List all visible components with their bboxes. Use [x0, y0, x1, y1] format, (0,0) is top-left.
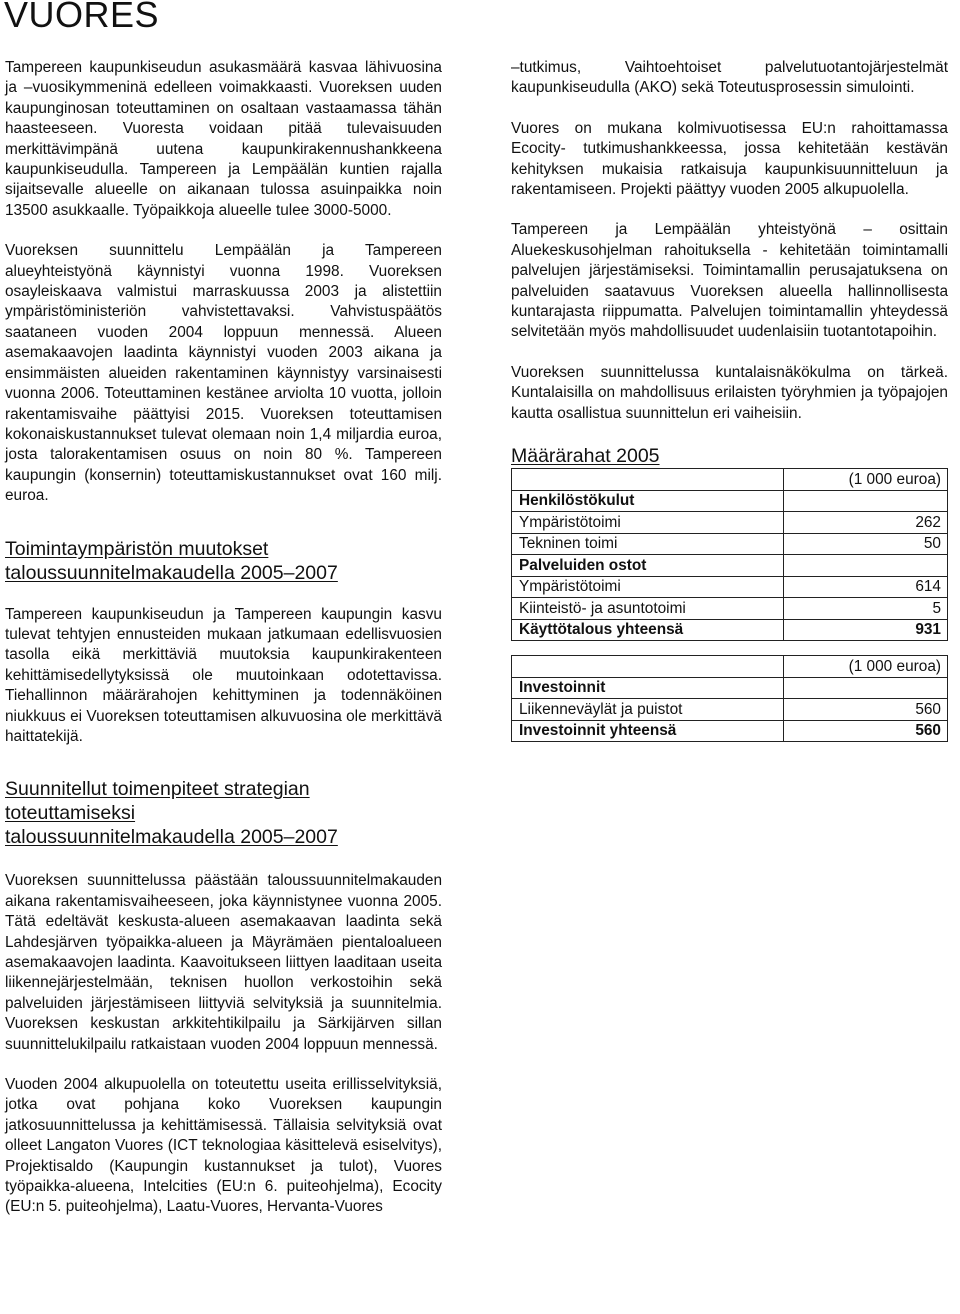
- section-heading-measures: [5, 777, 442, 849]
- table-row: [512, 490, 948, 512]
- row-value: [784, 677, 948, 699]
- table-row: [512, 533, 948, 555]
- unit-cell: (1 000 euroa): [784, 656, 948, 678]
- row-label: Liikenneväylät ja puistot: [512, 699, 784, 721]
- measures-paragraph: Vuoreksen suunnittelussa päästään taloussuunnitelmakauden aikana rakentamisvaiheeseen, joka käynnistynee vuonna 2005. Tätä edeltävät keskusta-alueen asemakaavan laadinta sekä Lahdesjärven työpaikka-alueen ja Mäyrämäen pientaloalueen asemakaavojen laadinta. Kaavoitukseen liittyen laaditaan useita liikennejärjestelmään, teknisen huollon verkostoihin sekä palveluiden järjestämiseen liittyviä selvityksiä ja suunnitelmia. Vuoreksen keskustan arkkitehtikilpailu ja Särkijärven sillan suunnittelukilpailu ratkaistaan vuoden 2004 loppuun mennessä.: [5, 872, 442, 1053]
- row-value: 560: [784, 699, 948, 721]
- section-heading-environment: [5, 537, 442, 585]
- studies-paragraph: Vuoden 2004 alkupuolella on toteutettu useita erillisselvityksiä, jotka ovat pohjana koko Vuoreksen kaupungin jatkosuunnittelussa ja kehittämisessä. Tällaisia selvityksiä ovat olleet Langaton Vuores (ICT teknologiaa käsittelevä esiselvitys), Projektisaldo (Kaupungin kustannukset ja tulot), Vuores työpaikka-alueena, Intelcities (EU:n 6. puiteohjelma), Ecocity (EU:n 5. puiteohjelma), Laatu-Vuores, Hervanta-Vuores: [5, 1076, 442, 1216]
- row-label: Käyttötalous yhteensä: [512, 619, 784, 641]
- heading-line: Toimintaympäristön muutokset: [5, 537, 269, 560]
- row-label: Tekninen toimi: [512, 533, 784, 555]
- row-value: [784, 555, 948, 577]
- row-label: Ympäristötoimi: [512, 512, 784, 534]
- table-row: [512, 598, 948, 620]
- row-label: Henkilöstökulut: [512, 490, 784, 512]
- intro-paragraph: Tampereen kaupunkiseudun asukasmäärä kasvaa lähivuosina ja –vuosikymmeninä edelleen voimakkaasti. Vuoreksen uuden kaupunginosan toteuttaminen on osaltaan vastaamassa tähän haasteeseen. Vuoresta voidaan pitää tulevaisuuden merkittävimpänä uutena kaupunkirakennushankkeena kaupunkiseudulla. Tampereen ja Lempäälän kuntien rajalla sijaitsevalle alueelle on aikanaan tulossa asuinpaikka noin 13500 asukkaalle. Työpaikkoja alueelle tulee 3000-5000.: [5, 59, 442, 219]
- budget-table: [511, 468, 948, 742]
- table-row: [512, 555, 948, 577]
- unit-row: [512, 469, 948, 491]
- table-row: [512, 512, 948, 534]
- studies-continued-paragraph: –tutkimus, Vaihtoehtoiset palvelutuotantojärjestelmät kaupunkiseudulla (AKO) sekä Toteutusprosessin simulointi.: [511, 59, 948, 97]
- row-value: [784, 490, 948, 512]
- left-column: [5, 58, 442, 1238]
- heading-line: Suunnitellut toimenpiteet strategian: [5, 778, 310, 801]
- table-row: [512, 677, 948, 699]
- row-value: 614: [784, 576, 948, 598]
- row-value: 50: [784, 533, 948, 555]
- budget-heading: Määrärahat 2005: [511, 445, 660, 468]
- table-spacer: [512, 641, 948, 656]
- unit-row: [512, 656, 948, 678]
- spacer-cell: [784, 641, 948, 656]
- heading-line: taloussuunnitelmakaudella 2005–2007: [5, 561, 338, 584]
- heading-line: taloussuunnitelmakaudella 2005–2007: [5, 826, 338, 849]
- unit-label-cell: [512, 656, 784, 678]
- row-value: 560: [784, 720, 948, 742]
- table-row: [512, 720, 948, 742]
- service-model-paragraph: Tampereen ja Lempäälän yhteistyönä – osittain Aluekeskusohjelman rahoituksella - kehitetään toimintamalli palvelujen järjestämiseksi. Toimintamallin perusajatuksena on palveluiden saatavuus Vuoreksen alueella hallinnollisesta kuntarajasta riippumatta. Palvelujen toimintamallin yhteydessä selvitetään myös mahdollisuudet uudenlaisiin tuotantotapoihin.: [511, 221, 948, 341]
- ecocity-paragraph: Vuores on mukana kolmivuotisessa EU:n rahoittamassa Ecocity- tutkimushankkeessa, jossa kehitetään kestävän kehityksen mukaisia ratkaisuja kaupunkisuunnitteluun ja rakentamiseen. Projekti päättyy vuoden 2005 alkupuolella.: [511, 119, 948, 199]
- table-row: [512, 619, 948, 641]
- row-label: Palveluiden ostot: [512, 555, 784, 577]
- spacer-cell: [512, 641, 784, 656]
- unit-cell: (1 000 euroa): [784, 469, 948, 491]
- right-column: [511, 58, 948, 742]
- row-label: Investoinnit: [512, 677, 784, 699]
- table-row: [512, 576, 948, 598]
- row-value: 931: [784, 619, 948, 641]
- row-label: Ympäristötoimi: [512, 576, 784, 598]
- planning-history-paragraph: Vuoreksen suunnittelu Lempäälän ja Tampereen alueyhteistyönä käynnistyi vuonna 1998. Vuoreksen osayleiskaava valmistui marraskuussa 2003 ja alistettiin ympäristöministeriön vahvistettavaksi. Vahvistuspäätös saataneen vuoden 2004 loppuun mennessä. Alueen asemakaavojen laadinta käynnistyi vuoden 2003 aikana ja ensimmäisten alueiden rakentaminen käynnistyy varsinaisesti vuonna 2006. Toteuttaminen kestänee arviolta 10 vuotta, jolloin rakentamisvaihe päättyisi 2015. Vuoreksen toteuttamisen kokonaiskustannukset tulevat olemaan noin 1,4 miljardia euroa, josta talorakentamisen osuus on noin 80 %. Tampereen kaupungin (konsernin) toteuttamiskustannukset ovat 160 milj. euroa.: [5, 242, 442, 505]
- table-row: [512, 699, 948, 721]
- page-title: VUORES: [4, 0, 160, 35]
- row-label: Kiinteistö- ja asuntotoimi: [512, 598, 784, 620]
- citizen-paragraph: Vuoreksen suunnittelussa kuntalaisnäkökulma on tärkeä. Kuntalaisilla on mahdollisuus erilaisten työryhmien ja työpajojen kautta osallistua suunnittelun eri vaiheisiin.: [511, 363, 948, 422]
- row-value: 262: [784, 512, 948, 534]
- environment-paragraph: Tampereen kaupunkiseudun ja Tampereen kaupungin kasvu tulevat tehtyjen ennusteiden mukaan jatkumaan edellisvuosien tasolla eikä merkittäviä muutoksia kaupunkirakenteen kehittämisedellytyksissä ole muutoinkaan odotettavissa. Tiehallinnon määrärahojen kehittyminen ja todennäköinen niukkuus ei Vuoreksen toteuttamisen alkuvuosina ole merkittävä haittatekijä.: [5, 605, 442, 745]
- row-value: 5: [784, 598, 948, 620]
- heading-line: toteuttamiseksi: [5, 802, 136, 825]
- unit-label-cell: [512, 469, 784, 491]
- row-label: Investoinnit yhteensä: [512, 720, 784, 742]
